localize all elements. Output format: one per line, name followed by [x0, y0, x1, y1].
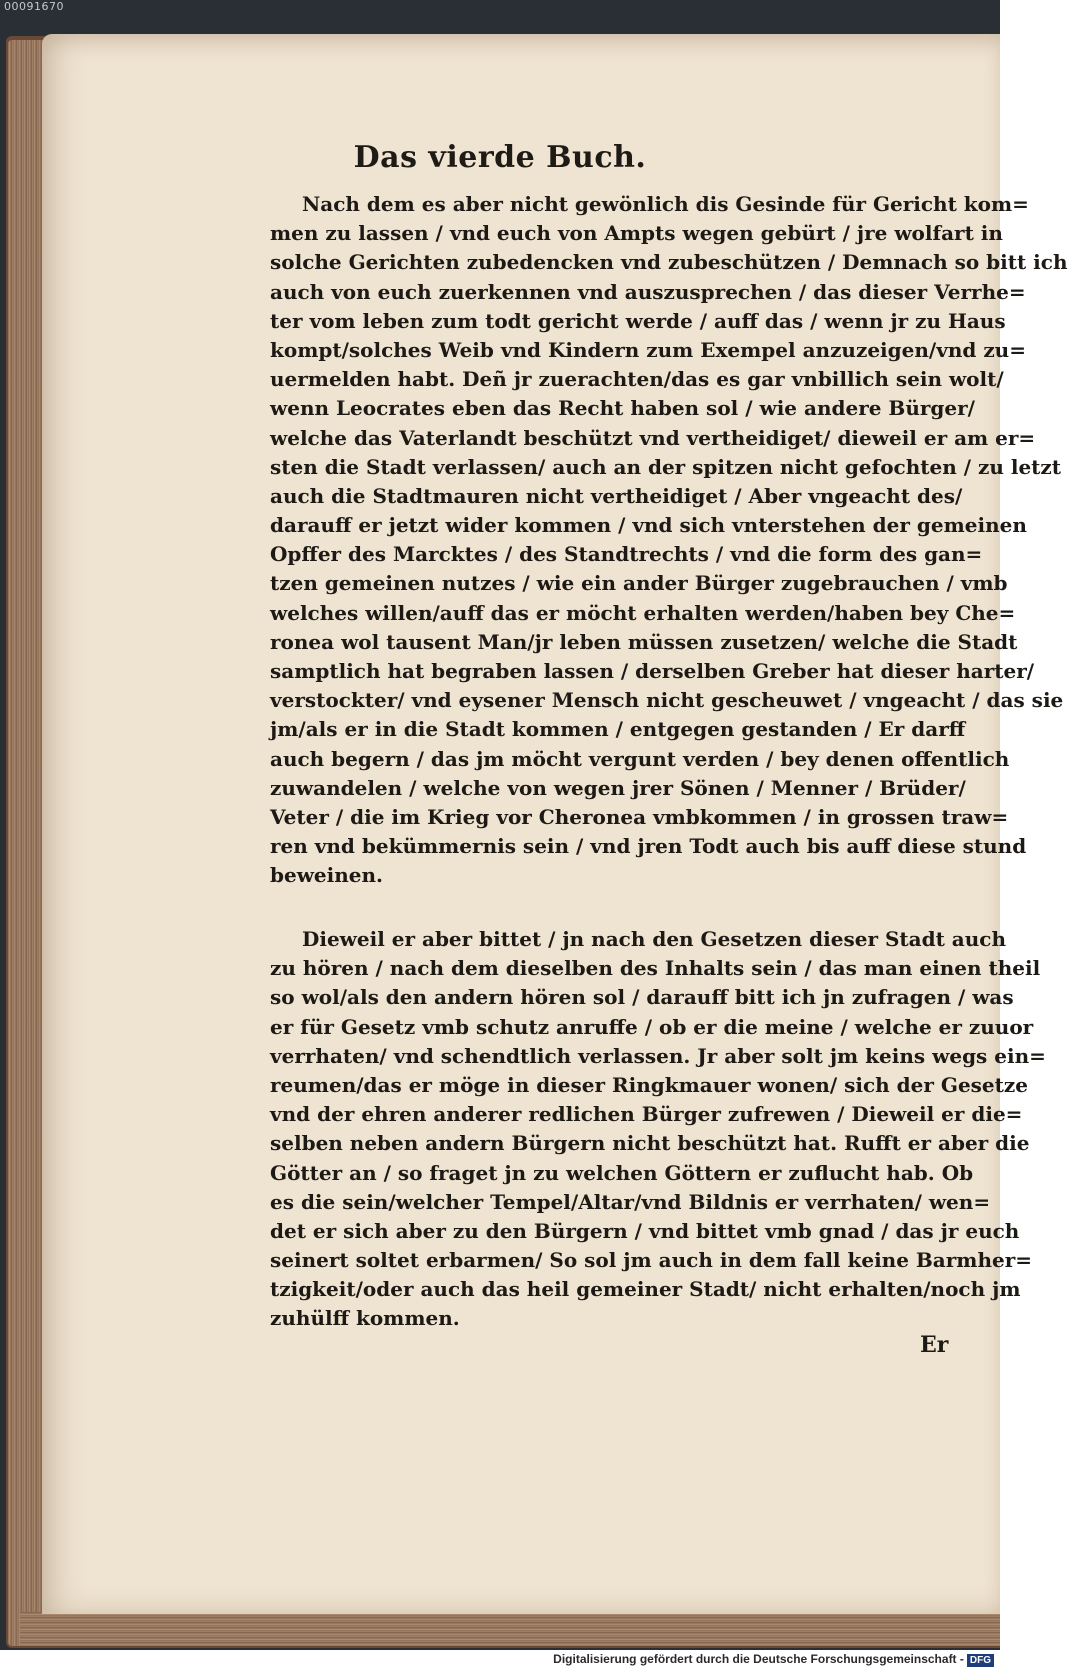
text-line: er für Gesetz vmb schutz anruffe / ob er die meine / welche er zuuor	[270, 1014, 1034, 1039]
text-line: tzen gemeinen nutzes / wie ein ander Bürger zugebrauchen / vmb	[270, 571, 1008, 596]
text-line: solche Gerichten zubedencken vnd zubeschützen / Demnach so bitt ich	[270, 250, 1068, 275]
text-line: Dieweil er aber bittet / jn nach den Gesetzen dieser Stadt auch	[302, 927, 1006, 951]
scan-id-label: 00091670	[4, 0, 64, 13]
text-line: auch die Stadtmauren nicht vertheidiget / Aber vngeacht des/	[270, 483, 963, 508]
text-line: auch von euch zuerkennen vnd auszusprechen / das dieser Verrhe=	[270, 279, 1026, 304]
text-line: so wol/als den andern hören sol / darauff bitt ich jn zufragen / was	[270, 985, 1014, 1010]
text-line: welche das Vaterlandt beschützt vnd vertheidiget/ dieweil er am er=	[270, 425, 1036, 450]
text-line: Götter an / so fraget jn zu welchen Göttern er zuflucht hab. Ob	[270, 1160, 974, 1185]
text-line: ren vnd bekümmernis sein / vnd jren Todt auch bis auff diese stund	[270, 834, 1027, 859]
text-line: ter vom leben zum todt gericht werde / auff das / wenn jr zu Haus	[270, 308, 1006, 333]
dfg-logo: DFG	[967, 1654, 994, 1667]
text-line: ronea wol tausent Man/jr leben müssen zusetzen/ welche die Stadt	[270, 629, 1018, 654]
text-line: zu hören / nach dem dieselben des Inhalts sein / das man einen theil	[270, 956, 1041, 981]
text-line: wenn Leocrates eben das Recht haben sol / wie andere Bürger/	[270, 396, 975, 421]
catchword: Er	[920, 1332, 949, 1358]
text-line: darauff er jetzt wider kommen / vnd sich vnterstehen der gemeinen	[270, 513, 1027, 538]
text-line: sten die Stadt verlassen/ auch an der spitzen nicht gefochten / zu letzt	[270, 454, 1062, 479]
text-line: tzigkeit/oder auch das heil gemeiner Stadt/ nicht erhalten/noch jm	[270, 1277, 1021, 1302]
text-line: samptlich hat begraben lassen / derselben Greber hat dieser harter/	[270, 659, 1035, 683]
text-line: jm/als er in die Stadt kommen / entgegen gestanden / Er darff	[270, 717, 966, 742]
book-bottom-edge	[20, 1612, 1000, 1646]
text-line: auch begern / das jm möcht vergunt verden / bey denen offentlich	[270, 746, 1010, 771]
text-line: welches willen/auff das er möcht erhalten werden/haben bey Che=	[270, 600, 1016, 625]
text-line: es die sein/welcher Tempel/Altar/vnd Bildnis er verrhaten/ wen=	[270, 1189, 991, 1214]
text-line: Opffer des Marcktes / des Standtrechts / vnd die form des gan=	[270, 542, 983, 567]
text-line: vnd der ehren anderer redlichen Bürger zufrewen / Dieweil er die=	[270, 1102, 1023, 1127]
text-line: zuwandelen / welche von wegen jrer Sönen / Menner / Brüder/	[270, 775, 966, 800]
paragraph-2	[270, 925, 1046, 1334]
text-line: uermelden habt. Deñ jr zuerachten/das es gar vnbillich sein wolt/	[270, 367, 1004, 392]
text-line: reumen/das er möge in dieser Ringkmauer wonen/ sich der Gesetze	[270, 1072, 1028, 1097]
text-line: men zu lassen / vnd euch von Ampts wegen gebürt / jre wolfart in	[270, 221, 1003, 246]
text-line: selben neben andern Bürgern nicht beschützt hat. Rufft er aber die	[270, 1131, 1030, 1156]
text-line: det er sich aber zu den Bürgern / vnd bittet vmb gnad / das jr euch	[270, 1218, 1020, 1243]
paragraph-1	[270, 190, 1068, 891]
page-header: Das vierde Buch.	[353, 140, 647, 175]
text-line: kompt/solches Weib vnd Kindern zum Exempel anzuzeigen/vnd zu=	[270, 337, 1026, 362]
text-line: Veter / die im Krieg vor Cheronea vmbkommen / in grossen traw=	[270, 804, 1009, 829]
text-line: Nach dem es aber nicht gewönlich dis Gesinde für Gericht kom=	[302, 192, 1029, 216]
footer-credit	[0, 1652, 994, 1667]
text-line: seinert soltet erbarmen/ So sol jm auch in dem fall keine Barmher=	[270, 1248, 1033, 1273]
text-line: zuhülff kommen.	[270, 1306, 460, 1331]
footer-text: Digitalisierung gefördert durch die Deutsche Forschungsgemeinschaft -	[553, 1652, 964, 1666]
text-line: verstockter/ vnd eysener Mensch nicht gescheuwet / vngeacht / das sie	[270, 688, 1064, 713]
text-line: verrhaten/ vnd schendtlich verlassen. Jr aber solt jm keins wegs ein=	[270, 1043, 1046, 1068]
text-line: beweinen.	[270, 863, 384, 888]
